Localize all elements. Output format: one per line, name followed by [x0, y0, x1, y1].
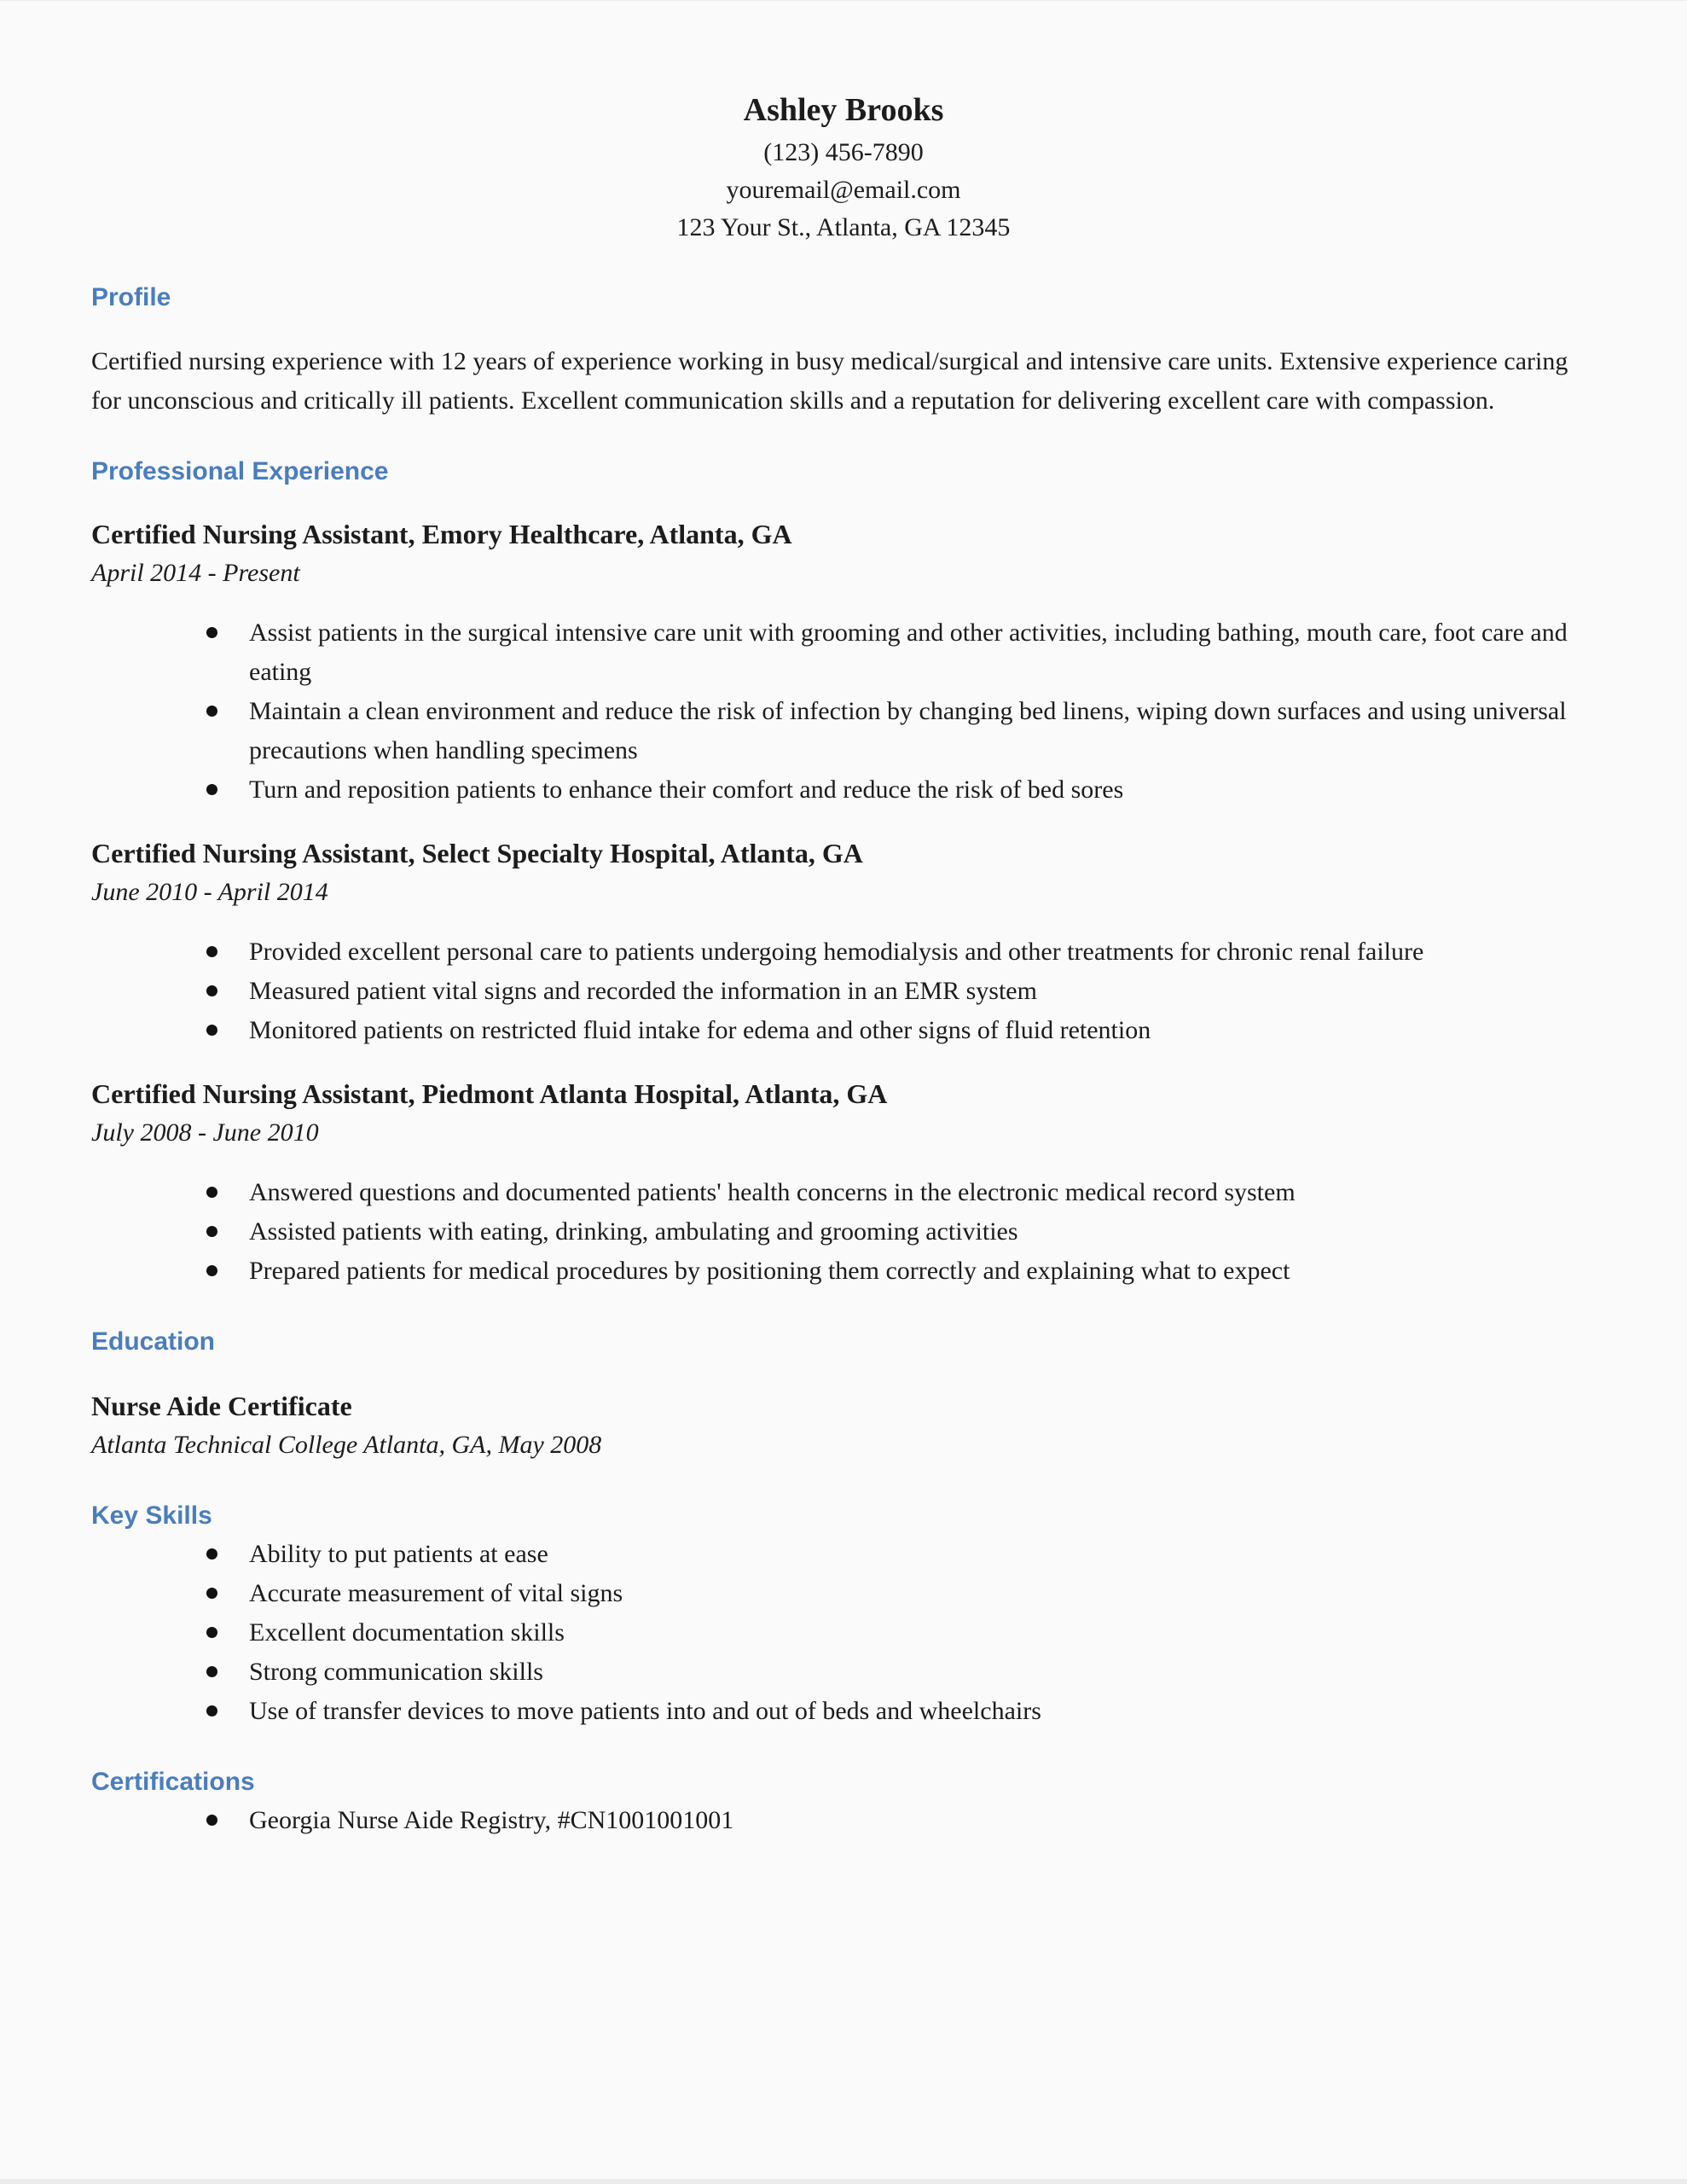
bullet-item: Provided excellent personal care to patients undergoing hemodialysis and other treatments for chronic renal failure — [249, 932, 1596, 972]
education-entry — [91, 1386, 1596, 1465]
school-line: Atlanta Technical College Atlanta, GA, May 2008 — [91, 1431, 602, 1459]
section-heading-certifications: Certifications — [91, 1768, 255, 1796]
street-address: 123 Your St., Atlanta, GA 12345 — [676, 213, 1011, 241]
skills-list — [91, 1535, 1596, 1731]
bullet-item: Monitored patients on restricted fluid intake for edema and other signs of fluid retention — [249, 1011, 1596, 1050]
job-dates: June 2010 - April 2014 — [91, 878, 328, 906]
bullet-item: Assisted patients with eating, drinking, ambulating and grooming activities — [249, 1212, 1596, 1252]
section-heading-key-skills: Key Skills — [91, 1502, 212, 1530]
section-heading-profile: Profile — [91, 283, 171, 311]
resume-header — [91, 86, 1596, 247]
job-dates: July 2008 - June 2010 — [91, 1118, 319, 1147]
bullet-item: Answered questions and documented patients' health concerns in the electronic medical record system — [249, 1173, 1596, 1212]
job-entry-piedmont — [91, 1074, 1596, 1291]
section-heading-experience: Professional Experience — [91, 457, 389, 485]
job-entry-emory — [91, 514, 1596, 810]
job-entry-select-specialty — [91, 834, 1596, 1050]
bullet-item: Turn and reposition patients to enhance their comfort and reduce the risk of bed sores — [249, 770, 1596, 810]
job-title: Certified Nursing Assistant, Emory Healthcare, Atlanta, GA — [91, 519, 792, 549]
profile-summary-text: Certified nursing experience with 12 years of experience working in busy medical/surgical and intensive care units. Extensive experience caring for unconscious and critically ill patients. Excellent communication skills and a reputation for delivering excellent care with compassion. — [91, 347, 1568, 415]
degree-title: Nurse Aide Certificate — [91, 1391, 352, 1421]
skill-item: Use of transfer devices to move patients into and out of beds and wheelchairs — [249, 1692, 1596, 1731]
job-bullet-list — [91, 932, 1596, 1050]
page-bottom-edge — [0, 2179, 1687, 2184]
bullet-item: Prepared patients for medical procedures by positioning them correctly and explaining what to expect — [249, 1252, 1596, 1291]
skill-item: Accurate measurement of vital signs — [249, 1574, 1596, 1613]
email-address: youremail@email.com — [726, 176, 961, 204]
skill-item: Strong communication skills — [249, 1653, 1596, 1692]
job-dates: April 2014 - Present — [91, 559, 300, 587]
job-bullet-list — [91, 1173, 1596, 1291]
certifications-list — [91, 1801, 1596, 1840]
phone-number: (123) 456-7890 — [763, 138, 924, 166]
section-heading-education: Education — [91, 1327, 216, 1356]
bullet-item: Assist patients in the surgical intensive care unit with grooming and other activities, including bathing, mouth care, foot care and eating — [249, 613, 1596, 692]
candidate-name: Ashley Brooks — [743, 92, 944, 128]
job-bullet-list — [91, 613, 1596, 810]
job-title: Certified Nursing Assistant, Select Specialty Hospital, Atlanta, GA — [91, 838, 863, 868]
bullet-item: Maintain a clean environment and reduce the risk of infection by changing bed linens, wiping down surfaces and using universal precautions when handling specimens — [249, 692, 1596, 770]
bullet-item: Measured patient vital signs and recorded the information in an EMR system — [249, 972, 1596, 1011]
job-title: Certified Nursing Assistant, Piedmont Atlanta Hospital, Atlanta, GA — [91, 1078, 888, 1109]
certification-item: Georgia Nurse Aide Registry, #CN1001001001 — [249, 1801, 1596, 1840]
skill-item: Excellent documentation skills — [249, 1613, 1596, 1653]
skill-item: Ability to put patients at ease — [249, 1535, 1596, 1574]
